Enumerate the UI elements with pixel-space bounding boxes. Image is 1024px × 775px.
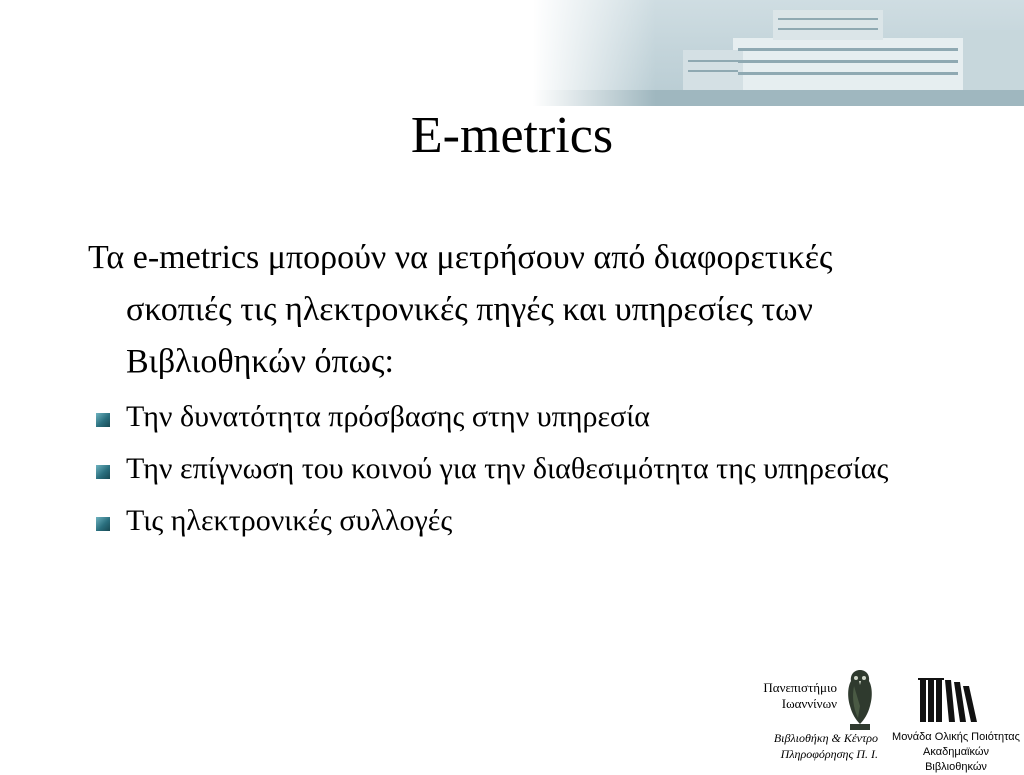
university-line-1: Πανεπιστήμιο <box>763 680 837 695</box>
bullet-item <box>88 500 926 542</box>
slide-body <box>88 232 888 552</box>
square-bullet-icon <box>96 465 110 479</box>
slide-title: E-metrics <box>410 107 614 164</box>
university-name <box>742 680 837 712</box>
university-line-2: Ιωαννίνων <box>781 696 837 711</box>
header-banner-image <box>533 0 1024 106</box>
bullet-text: Την δυνατότητα πρόσβασης στην υπηρεσία <box>126 400 651 433</box>
owl-logo-icon <box>838 666 882 732</box>
bullet-item <box>88 396 926 438</box>
square-bullet-icon <box>96 413 110 427</box>
library-name <box>742 730 878 762</box>
library-line-2: Πληροφόρησης Π. Ι. <box>780 747 878 761</box>
bullet-text: Την επίγνωση του κοινού για την διαθεσιμότητα της υπηρεσίας <box>126 452 889 485</box>
library-line-1: Βιβλιοθήκη & Κέντρο <box>773 731 878 745</box>
quality-unit-name <box>892 730 1020 775</box>
bullet-text: Τις ηλεκτρονικές συλλογές <box>126 504 453 537</box>
unit-line-1: Μονάδα Ολικής Ποιότητας <box>892 731 1020 743</box>
square-bullet-icon <box>96 517 110 531</box>
building-photo <box>533 0 1024 106</box>
books-logo-icon <box>918 676 984 724</box>
lead-paragraph: Τα e-metrics μπορούν να μετρήσουν από διαφορετικές σκοπιές τις ηλεκτρονικές πηγές και υπηρεσίες των Βιβλιοθηκών όπως: <box>88 239 833 380</box>
bullet-item <box>88 448 926 490</box>
unit-line-2: Ακαδημαϊκών Βιβλιοθηκών <box>923 746 989 773</box>
bullet-list <box>88 396 888 542</box>
